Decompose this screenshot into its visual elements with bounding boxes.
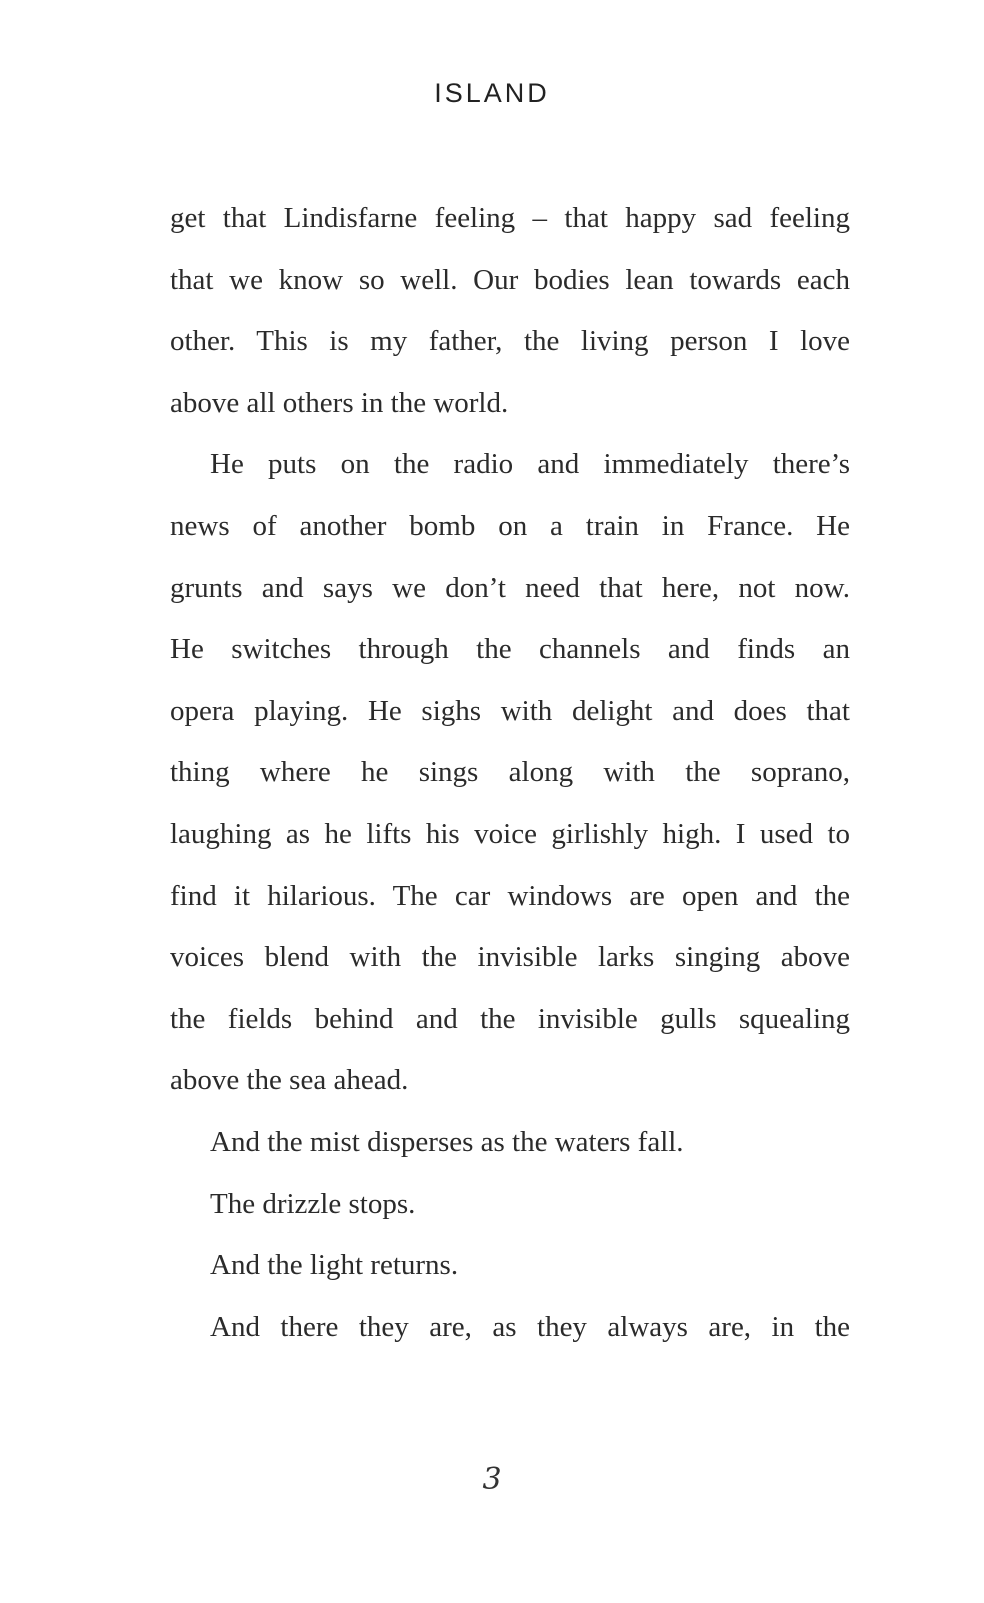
text-line: grunts and says we don’t need that here, not now. [170,571,850,604]
text-line: find it hilarious. The car windows are open and the [170,879,850,912]
running-head: ISLAND [434,78,550,108]
text-line: that we know so well. Our bodies lean towards each [170,263,850,296]
text-line: get that Lindisfarne feeling – that happy sad feeling [170,202,850,234]
text-line: And the mist disperses as the waters fall. [210,1125,684,1158]
text-line: And there they are, as they always are, in the [210,1310,850,1343]
text-line: He switches through the channels and finds an [170,633,850,666]
text-line: above the sea ahead. [170,1064,409,1097]
text-line: The drizzle stops. [210,1187,416,1220]
text-line: news of another bomb on a train in France. He [170,509,850,542]
text-line: He puts on the radio and immediately there’s [210,448,850,481]
text-line: voices blend with the invisible larks singing above [170,941,850,974]
text-line: And the light returns. [210,1249,459,1282]
text-line: the fields behind and the invisible gulls squealing [170,1002,850,1035]
body-text [170,188,850,1358]
page-number: 3 [482,1462,502,1497]
text-line: laughing as he lifts his voice girlishly high. I used to [170,817,850,850]
text-line: thing where he sings along with the soprano, [170,756,850,789]
text-line: opera playing. He sighs with delight and does that [170,694,850,727]
text-line: other. This is my father, the living person I love [170,325,850,358]
text-line: above all others in the world. [170,386,509,419]
